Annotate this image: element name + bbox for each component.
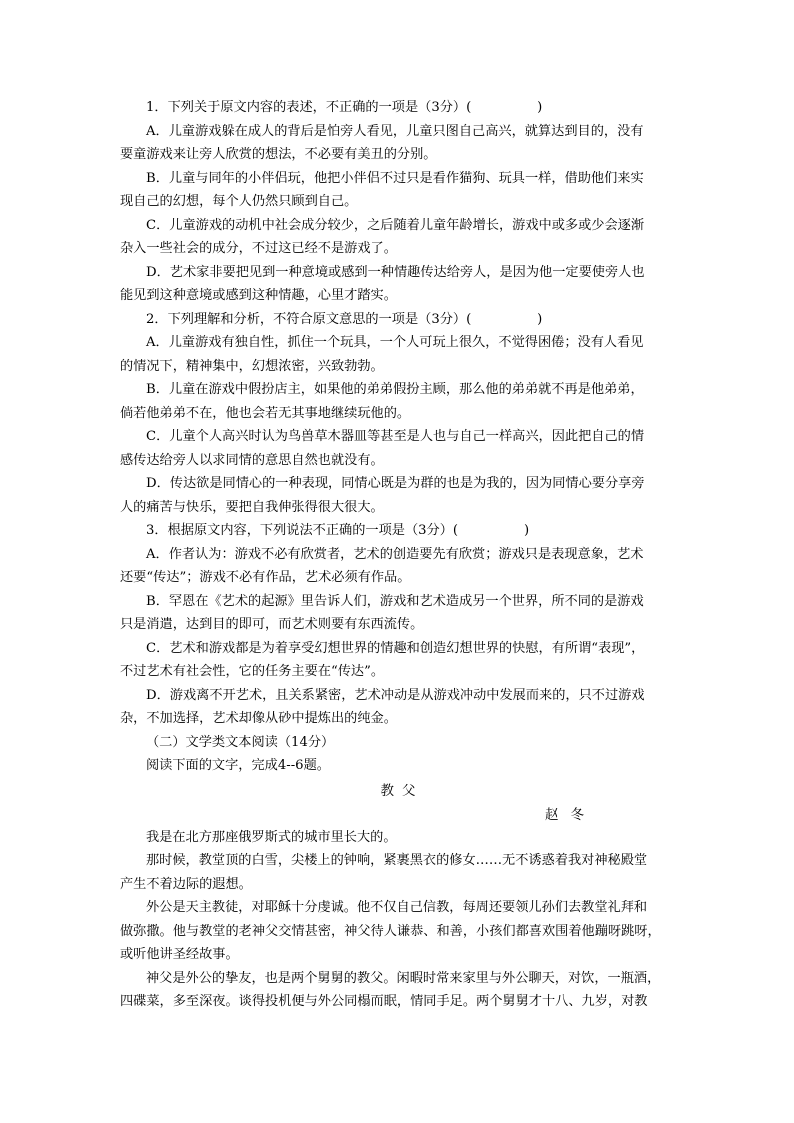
q2-option-c-line-2: 感传达给旁人以求同情的意思自然也就没有。 <box>120 452 384 468</box>
paragraph-2-line-2: 产生不着边际的遐想。 <box>120 876 252 892</box>
q3-option-b-line-2: 只是消遣，达到目的即可，而艺术则要有东西流传。 <box>120 617 424 632</box>
paragraph-1-line-1: 我是在北方那座俄罗斯式的城市里长大的。 <box>146 829 397 845</box>
q1-option-a-line-1: A．儿童游戏躲在成人的背后是怕旁人看见，儿童只图自己高兴，就算达到目的，没有 <box>146 123 644 139</box>
story-title: 教父 <box>380 782 424 799</box>
section-instruction: 阅读下面的文字，完成4--6题。 <box>146 758 330 773</box>
q2-option-b-line-2: 倘若他弟弟不在，他也会若无其事地继续玩他的。 <box>120 405 411 421</box>
q1-option-c-line-2: 杂入一些社会的成分，不过这已经不是游戏了。 <box>120 241 397 256</box>
q3-option-d-line-1: D．游戏离不开艺术，且关系紧密，艺术冲动是从游戏冲动中发展而来的，只不过游戏 <box>146 687 645 703</box>
q3-option-a-line-1: A．作者认为：游戏不必有欣赏者，艺术的创造要先有欣赏；游戏只是表现意象，艺术 <box>146 546 644 562</box>
story-author: 赵冬 <box>545 806 596 823</box>
q3-option-c-line-2: 不过艺术有社会性，它的任务主要在“传达”。 <box>120 664 385 679</box>
q2-option-d-line-2: 人的痛苦与快乐，要把自我伸张得很大很大。 <box>120 499 384 515</box>
q2-option-c-line-1: C．儿童个人高兴时认为鸟兽草木器皿等甚至是人也与自己一样高兴，因此把自己的情 <box>146 429 645 444</box>
q1-option-c-line-1: C．儿童游戏的动机中社会成分较少，之后随着儿童年龄增长，游戏中或多或少会逐渐 <box>146 217 645 233</box>
question-1-stem: 1．下列关于原文内容的表述，不正确的一项是（3分）( ) <box>146 100 543 115</box>
paragraph-4-line-2: 四碟菜，多至深夜。谈得投机便与外公同榻而眠，情同手足。两个舅舅才十八、九岁，对教 <box>120 994 648 1009</box>
document-page <box>120 96 676 1014</box>
q3-option-a-line-2: 还要“传达”；游戏不必有作品，艺术必须有作品。 <box>120 570 411 585</box>
q1-option-b-line-2: 现自己的幻想，每个人仍然只顾到自己。 <box>120 194 358 209</box>
q1-option-d-line-1: D．艺术家非要把见到一种意境或感到一种情趣传达给旁人，是因为他一定要使旁人也 <box>146 264 645 280</box>
section-heading: （二）文学类文本阅读（14分） <box>146 734 335 750</box>
q2-option-a-line-1: A．儿童游戏有独自性，抓住一个玩具，一个人可玩上很久，不觉得困倦；没有人看见 <box>146 335 644 350</box>
q3-option-d-line-2: 杂，不加选择，艺术却像从砂中提炼出的纯金。 <box>120 711 397 726</box>
q2-option-a-line-2: 的情况下，精神集中，幻想浓密，兴致勃勃。 <box>120 358 384 374</box>
paragraph-3-line-1: 外公是天主教徒，对耶稣十分虔诚。他不仅自己信教，每周还要领儿孙们去教堂礼拜和 <box>146 900 648 915</box>
q3-option-c-line-1: C．艺术和游戏都是为着享受幻想世界的情趣和创造幻想世界的快慰，有所谓“表现”， <box>146 640 645 656</box>
q2-option-d-line-1: D．传达欲是同情心的一种表现，同情心既是为群的也是为我的，因为同情心要分享旁 <box>146 476 645 491</box>
paragraph-3-line-2: 做弥撒。他与教堂的老神父交情甚密，神父待人谦恭、和善，小孩们都喜欢围着他蹦呀跳呀， <box>120 923 661 939</box>
paragraph-3-line-3: 或听他讲圣经故事。 <box>120 947 239 962</box>
q1-option-d-line-2: 能见到这种意境或感到这种情趣，心里才踏实。 <box>120 288 397 303</box>
paragraph-4-line-1: 神父是外公的挚友，也是两个舅舅的教父。闲暇时常来家里与外公聊天，对饮，一瓶酒， <box>146 970 661 986</box>
q1-option-b-line-1: B．儿童与同年的小伴侣玩，他把小伴侣不过只是看作猫狗、玩具一样，借助他们来实 <box>146 170 644 186</box>
paragraph-2-line-1: 那时候，教堂顶的白雪，尖楼上的钟响，紧裹黑衣的修女……无不诱惑着我对神秘殿堂 <box>146 853 648 868</box>
q2-option-b-line-1: B．儿童在游戏中假扮店主，如果他的弟弟假扮主顾，那么他的弟弟就不再是他弟弟， <box>146 382 644 397</box>
question-3-stem: 3．根据原文内容，下列说法不正确的一项是（3分）( ) <box>146 523 530 538</box>
q1-option-a-line-2: 要童游戏来让旁人欣赏的想法，不必要有美丑的分别。 <box>120 147 437 162</box>
question-2-stem: 2．下列理解和分析，不符合原文意思的一项是（3分）( ) <box>146 311 543 327</box>
q3-option-b-line-1: B．罕恩在《艺术的起源》里告诉人们，游戏和艺术造成另一个世界，所不同的是游戏 <box>146 593 644 609</box>
